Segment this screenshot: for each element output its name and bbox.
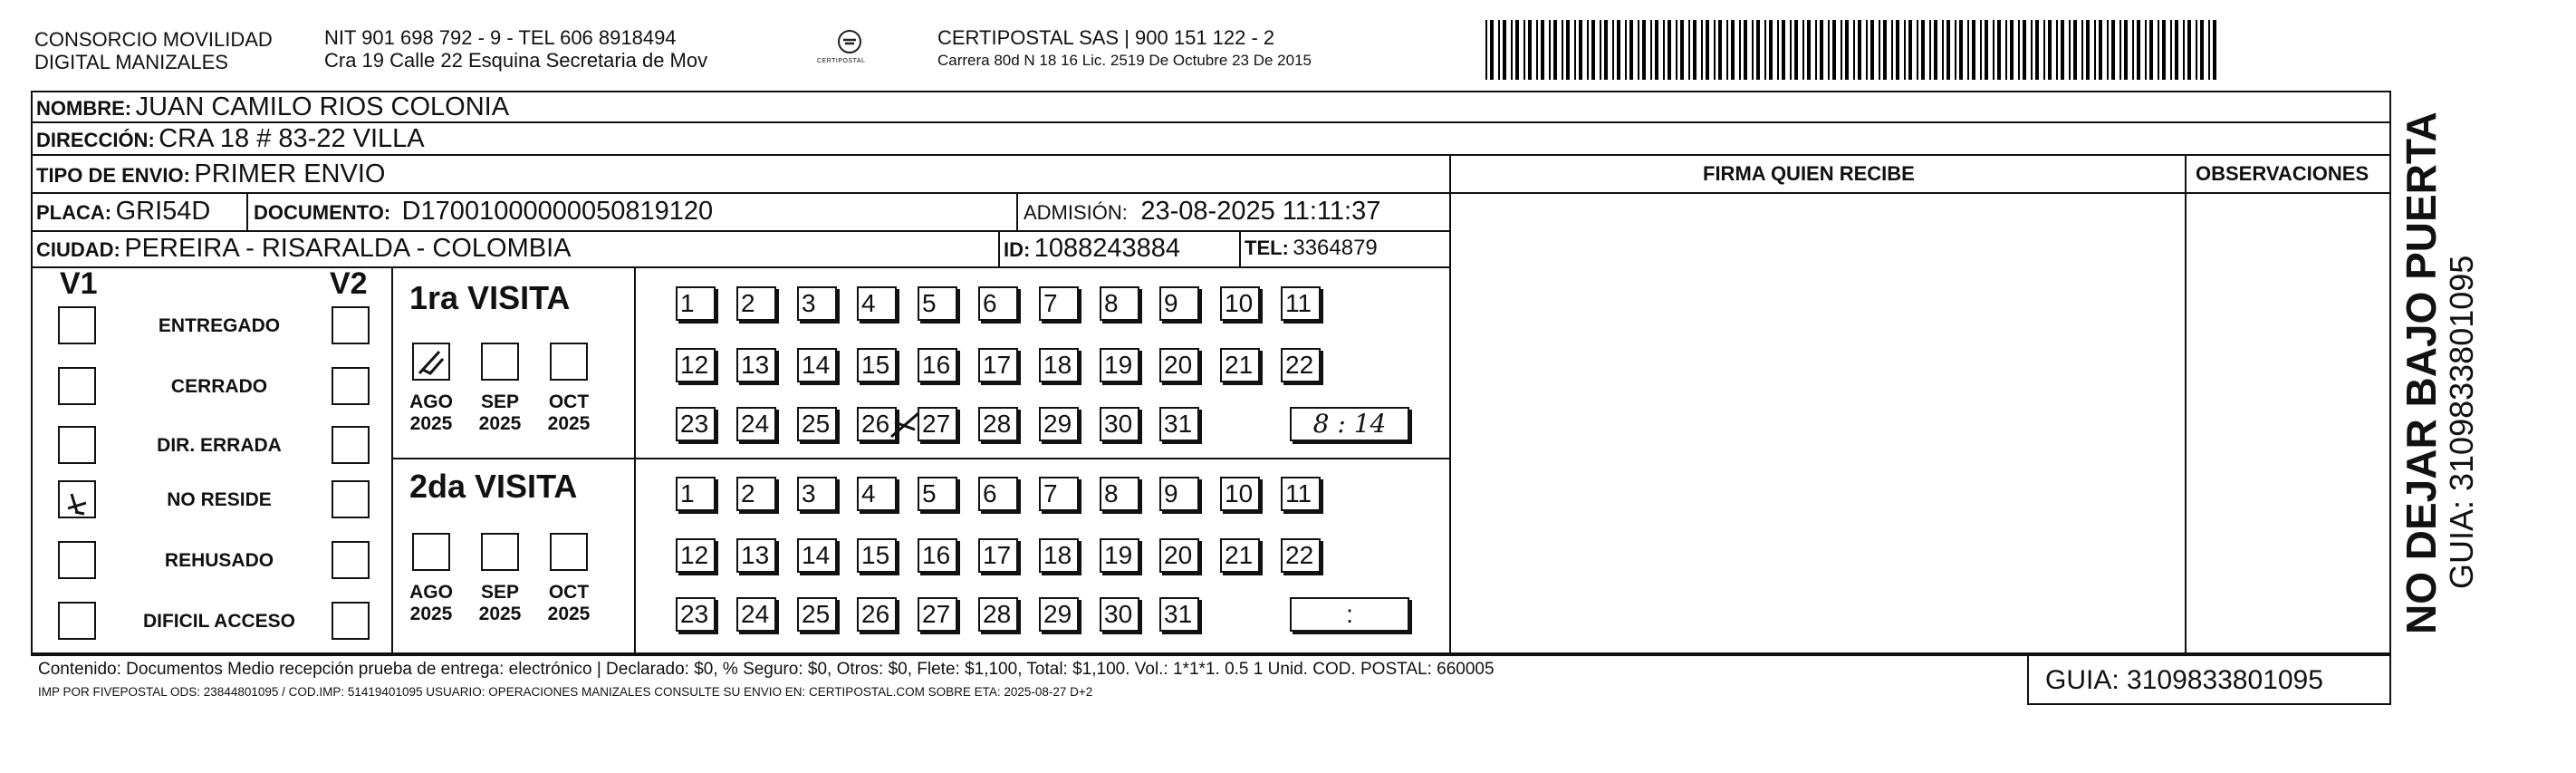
- v2-checkbox[interactable]: [332, 426, 370, 464]
- year-label: 2025: [478, 604, 522, 624]
- placa-value: GRI54D: [115, 197, 211, 226]
- tel-field: [1245, 232, 1378, 267]
- year-label: 2025: [478, 413, 522, 434]
- status-label: DIR. ERRADA: [157, 435, 282, 456]
- day-box[interactable]: 21: [1220, 538, 1260, 573]
- day-box[interactable]: 25: [797, 597, 837, 632]
- tipo-envio-row: [36, 158, 385, 195]
- admision-field: [1024, 195, 1380, 232]
- day-box[interactable]: 15: [857, 348, 897, 382]
- v2-checkbox[interactable]: [332, 306, 370, 344]
- id-field: [1004, 232, 1180, 269]
- second-visit-time[interactable]: :: [1290, 597, 1409, 632]
- day-box[interactable]: 12: [676, 538, 716, 573]
- check-mark-ago: [412, 343, 450, 381]
- placa-label: PLACA:: [36, 201, 112, 224]
- day-box[interactable]: 10: [1220, 286, 1260, 321]
- documento-label: DOCUMENTO:: [254, 201, 391, 224]
- observaciones-label: OBSERVACIONES: [2196, 162, 2369, 185]
- day-box[interactable]: 20: [1159, 348, 1199, 382]
- day-box[interactable]: 26: [857, 597, 897, 632]
- day-box[interactable]: 5: [918, 477, 957, 511]
- id-value: 1088243884: [1033, 234, 1181, 263]
- company-line-1: CONSORCIO MOVILIDAD: [34, 28, 273, 51]
- direccion-row: [36, 122, 425, 159]
- month-label: OCT: [548, 582, 590, 603]
- day-box[interactable]: 19: [1100, 538, 1139, 573]
- v2-checkbox[interactable]: [332, 602, 370, 640]
- day-box[interactable]: 18: [1039, 348, 1079, 382]
- check-mark-no-reside: [61, 487, 95, 521]
- status-label: NO RESIDE: [167, 489, 272, 510]
- day-box[interactable]: 11: [1281, 286, 1321, 321]
- month-label: AGO: [409, 582, 453, 603]
- day-box[interactable]: 17: [978, 538, 1018, 573]
- id-label: ID:: [1004, 238, 1031, 261]
- day-box[interactable]: 3: [797, 286, 837, 321]
- day-box[interactable]: 28: [978, 407, 1018, 441]
- year-label: 2025: [547, 413, 591, 434]
- day-box[interactable]: 28: [978, 597, 1018, 632]
- day-box[interactable]: 23: [676, 597, 716, 632]
- placa-field: [36, 195, 210, 232]
- day-box[interactable]: 27: [918, 597, 957, 632]
- day-box[interactable]: 30: [1100, 597, 1139, 632]
- day-box[interactable]: 21: [1220, 348, 1260, 382]
- day-box[interactable]: 14: [797, 348, 837, 382]
- day-box[interactable]: 27: [918, 407, 957, 441]
- day-box[interactable]: 1: [676, 286, 716, 321]
- day-box[interactable]: 19: [1100, 348, 1139, 382]
- day-box[interactable]: 11: [1281, 477, 1321, 511]
- year-label: 2025: [547, 604, 591, 624]
- month-checkbox[interactable]: [550, 343, 588, 381]
- company-line-2: DIGITAL MANIZALES: [34, 51, 228, 73]
- day-box[interactable]: 24: [736, 597, 776, 632]
- tipo-envio-label: TIPO DE ENVIO:: [36, 164, 190, 187]
- v2-label: V2: [330, 266, 368, 301]
- day-box[interactable]: 31: [1159, 597, 1199, 632]
- month-checkbox[interactable]: [412, 533, 450, 571]
- day-box[interactable]: 17: [978, 348, 1018, 382]
- v1-checkbox[interactable]: [58, 426, 96, 464]
- day-box[interactable]: 22: [1281, 348, 1321, 382]
- v1-checkbox[interactable]: [58, 367, 96, 405]
- imp-text: IMP POR FIVEPOSTAL ODS: 23844801095 / COD.IMP: 51419401095 USUARIO: OPERACIONES MANIZALES CONSULTE SU ENVIO EN: CERTIPOSTAL.COM SOBRE ETA: 2025-08-27 D+2: [38, 685, 1093, 699]
- day-box[interactable]: 20: [1159, 538, 1199, 573]
- month-checkbox[interactable]: [481, 533, 519, 571]
- day-box[interactable]: 12: [676, 348, 716, 382]
- day-box[interactable]: 9: [1159, 286, 1199, 321]
- day-box[interactable]: 2: [736, 477, 776, 511]
- side-guia-text: GUIA: 3109833801095: [2443, 255, 2480, 589]
- day-box[interactable]: 25: [797, 407, 837, 441]
- no-dejar-text: NO DEJAR BAJO PUERTA: [2398, 111, 2445, 634]
- ciudad-label: CIUDAD:: [36, 238, 120, 261]
- nit-info: [324, 26, 707, 72]
- first-visit-title: 1ra VISITA: [409, 279, 571, 316]
- check-mark-day-26: [888, 410, 922, 440]
- year-label: 2025: [409, 413, 453, 434]
- month-label: SEP: [480, 582, 520, 603]
- tel-value: 3364879: [1293, 236, 1378, 260]
- guia-box-text: GUIA: 3109833801095: [2045, 665, 2323, 695]
- day-box[interactable]: 23: [676, 407, 716, 441]
- company-name: [34, 28, 273, 73]
- month-label: AGO: [409, 391, 453, 412]
- v2-checkbox[interactable]: [332, 541, 370, 579]
- day-box[interactable]: 29: [1039, 597, 1079, 632]
- day-box[interactable]: 16: [918, 348, 957, 382]
- firma-label: FIRMA QUIEN RECIBE: [1703, 162, 1915, 185]
- second-visit-title: 2da VISITA: [409, 468, 578, 505]
- day-box[interactable]: 8: [1100, 286, 1139, 321]
- tel-label: TEL:: [1245, 237, 1289, 259]
- day-box[interactable]: 13: [736, 348, 776, 382]
- v1-checkbox[interactable]: [58, 306, 96, 344]
- day-box[interactable]: 18: [1039, 538, 1079, 573]
- month-checkbox[interactable]: [481, 343, 519, 381]
- day-box[interactable]: 29: [1039, 407, 1079, 441]
- day-box[interactable]: 2: [736, 286, 776, 321]
- day-box[interactable]: 8: [1100, 477, 1139, 511]
- logo-text: CERTIPOSTAL: [817, 58, 866, 64]
- month-checkbox[interactable]: [550, 533, 588, 571]
- certipostal-info: [937, 26, 1312, 72]
- status-label: CERRADO: [170, 376, 268, 397]
- direccion-label: DIRECCIÓN:: [36, 129, 155, 151]
- documento-value: D17001000000050819120: [401, 197, 714, 226]
- day-box[interactable]: 30: [1100, 407, 1139, 441]
- day-box[interactable]: 9: [1159, 477, 1199, 511]
- nit-line-1: NIT 901 698 792 - 9 - TEL 606 8918494: [324, 26, 677, 49]
- status-label: DIFICIL ACCESO: [142, 611, 295, 632]
- first-visit-time[interactable]: 8 : 14: [1290, 407, 1409, 441]
- nombre-label: NOMBRE:: [36, 97, 132, 120]
- contenido-text: Contenido: Documentos Medio recepción prueba de entrega: electrónico | Declarado: $0, % Seguro: $0, Otros: $0, Flete: $1,100, Total: $1,100. Vol.: 1*1*1. 0.5 1 Unid. COD. POSTAL: 660005: [38, 660, 1495, 679]
- day-box[interactable]: 10: [1220, 477, 1260, 511]
- status-label: ENTREGADO: [158, 315, 281, 336]
- v1-checkbox[interactable]: [58, 541, 96, 579]
- v1-label: V1: [60, 266, 98, 301]
- v2-checkbox[interactable]: [332, 367, 370, 405]
- day-box[interactable]: 14: [797, 538, 837, 573]
- documento-field: [254, 195, 713, 232]
- day-box[interactable]: 3: [797, 477, 837, 511]
- nit-line-2: Cra 19 Calle 22 Esquina Secretaria de Mov: [324, 49, 708, 72]
- ciudad-value: PEREIRA - RISARALDA - COLOMBIA: [124, 234, 572, 263]
- year-label: 2025: [409, 604, 453, 624]
- ciudad-field: [36, 232, 571, 269]
- day-box[interactable]: 6: [978, 286, 1018, 321]
- month-label: SEP: [480, 391, 520, 412]
- day-box[interactable]: 31: [1159, 407, 1199, 441]
- day-box[interactable]: 7: [1039, 286, 1079, 321]
- certipostal-logo: [813, 25, 886, 72]
- v2-checkbox[interactable]: [332, 480, 370, 518]
- side-text: [2398, 111, 2480, 634]
- day-box[interactable]: 4: [857, 286, 897, 321]
- direccion-value: CRA 18 # 83-22 VILLA: [159, 124, 425, 153]
- day-box[interactable]: 24: [736, 407, 776, 441]
- day-box[interactable]: 13: [736, 538, 776, 573]
- certi-line-1: CERTIPOSTAL SAS | 900 151 122 - 2: [937, 26, 1275, 49]
- barcode: [1485, 20, 2219, 80]
- day-box[interactable]: 1: [676, 477, 716, 511]
- day-box[interactable]: 6: [978, 477, 1018, 511]
- status-label: REHUSADO: [164, 550, 274, 571]
- day-box[interactable]: 26: [857, 407, 897, 441]
- day-box[interactable]: 22: [1281, 538, 1321, 573]
- admision-label: ADMISIÓN:: [1024, 201, 1128, 224]
- admision-value: 23-08-2025 11:11:37: [1140, 197, 1381, 226]
- day-box[interactable]: 7: [1039, 477, 1079, 511]
- day-box[interactable]: 15: [857, 538, 897, 573]
- month-label: OCT: [548, 391, 590, 412]
- tipo-envio-value: PRIMER ENVIO: [194, 159, 386, 188]
- certi-line-2: Carrera 80d N 18 16 Lic. 2519 De Octubre 23 De 2015: [937, 52, 1312, 69]
- day-box[interactable]: 16: [918, 538, 957, 573]
- day-box[interactable]: 5: [918, 286, 957, 321]
- nombre-value: JUAN CAMILO RIOS COLONIA: [135, 92, 510, 121]
- v1-checkbox[interactable]: [58, 602, 96, 640]
- day-box[interactable]: 4: [857, 477, 897, 511]
